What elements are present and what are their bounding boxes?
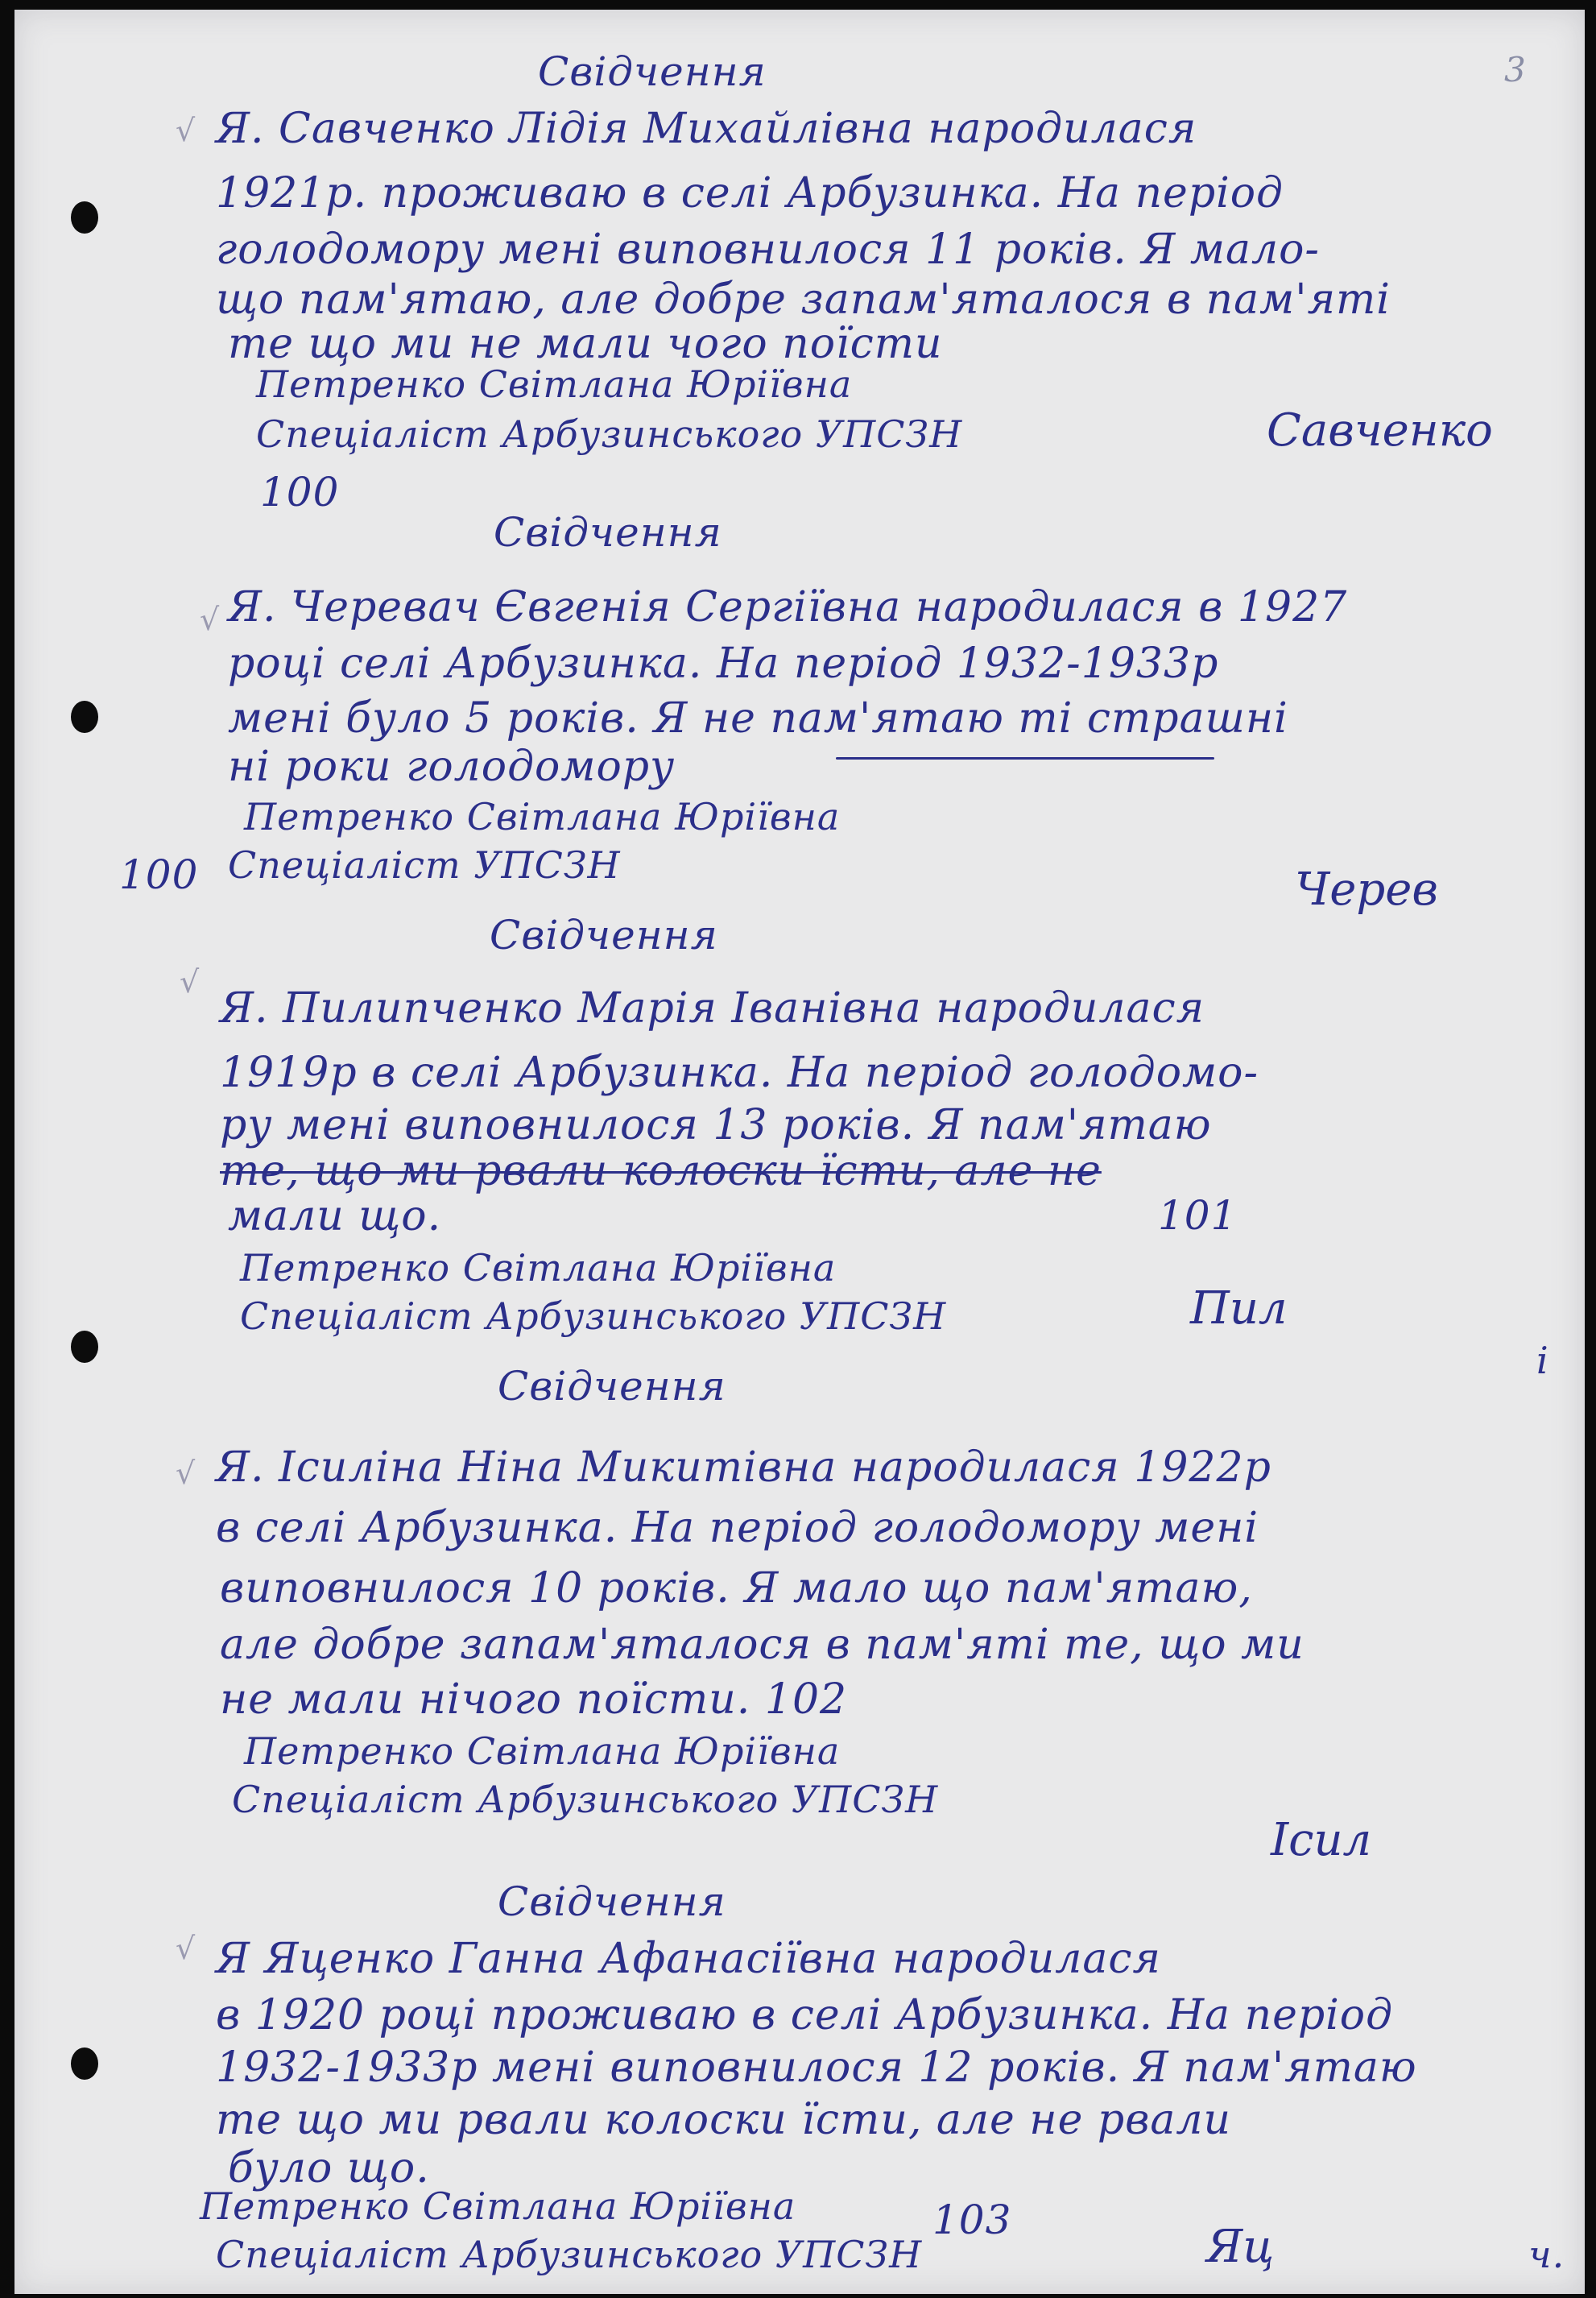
entry-4-recorder-name: Петренко Світлана Юріївна (244, 1729, 841, 1773)
entry-1-check-mark: √ (176, 113, 196, 148)
entry-1-signature: Савченко (1267, 404, 1493, 457)
entry-5-check-mark: √ (176, 1931, 196, 1966)
entry-5-line: те що ми рвали колоски їсти, але не рвали (216, 2096, 1232, 2144)
entry-3-line: ру мені виповнилося 13 років. Я пам'ятаю (220, 1101, 1212, 1149)
entry-4-line: не мали нічого поїсти. 102 (220, 1675, 848, 1724)
entry-2-line: мені було 5 років. Я не пам'ятаю ті страшні (228, 694, 1288, 743)
entry-5-recorder-name: Петренко Світлана Юріївна (200, 2184, 796, 2228)
entry-5-recorder-role: Спеціаліст Арбузинського УПСЗН (216, 2233, 923, 2276)
entry-1-line: те що ми не мали чого поїсти (228, 320, 943, 368)
entry-1-line: голодомору мені виповнилося 11 років. Я мало- (216, 226, 1320, 274)
entry-3-recorder-role: Спеціаліст Арбузинського УПСЗН (240, 1294, 947, 1338)
entry-2-check-mark: √ (200, 602, 220, 637)
punch-hole (71, 2047, 98, 2080)
entry-1-number: 100 (260, 469, 340, 515)
entry-3-line: мали що. (228, 1192, 442, 1240)
entry-4-recorder-role: Спеціаліст Арбузинського УПСЗН (232, 1778, 939, 1821)
entry-4-signature: Ісил (1271, 1814, 1372, 1866)
entry-4-check-mark: √ (176, 1455, 196, 1491)
punch-hole (71, 201, 98, 234)
entry-2-title: Свідчення (494, 509, 722, 556)
entry-2-line: році селі Арбузинка. На період 1932-1933р (228, 640, 1219, 688)
entry-2-number: 100 (119, 851, 199, 898)
entry-5-number: 103 (932, 2197, 1012, 2243)
page-number: 3 (1504, 50, 1526, 89)
entry-3-recorder-name: Петренко Світлана Юріївна (240, 1246, 837, 1290)
underline-mark (836, 757, 1214, 760)
entry-2-recorder-role: Спеціаліст УПСЗН (228, 843, 621, 887)
entry-4-line: Я. Ісиліна Ніна Микитівна народилася 1922р (216, 1443, 1271, 1492)
entry-3-line: 1919р в селі Арбузинка. На період голодомо- (220, 1049, 1259, 1097)
entry-3-line-struck: те, що ми рвали колоски їсти, але не (220, 1147, 1102, 1195)
entry-5-signature: Яц (1206, 2221, 1275, 2273)
bottom-corner-mark: ч. (1528, 2233, 1565, 2276)
entry-5-line: 1932-1933р мені виповнилося 12 років. Я пам'ятаю (216, 2043, 1417, 2092)
entry-3-check-mark: √ (180, 964, 200, 1000)
entry-3-title: Свідчення (490, 912, 718, 959)
entry-1-title: Свідчення (538, 48, 767, 95)
entry-4-line: виповнилося 10 років. Я мало що пам'ятаю, (220, 1564, 1253, 1613)
entry-5-line: в 1920 році проживаю в селі Арбузинка. На період (216, 1991, 1394, 2039)
entry-5-line: Я Яценко Ганна Афанасіївна народилася (216, 1935, 1161, 1983)
entry-4-line: в селі Арбузинка. На період голодомору мені (216, 1504, 1259, 1552)
entry-4-line: але добре запам'яталося в пам'яті те, що ми (220, 1621, 1305, 1669)
entry-5-line: було що. (228, 2144, 430, 2192)
punch-hole (71, 701, 98, 733)
entry-2-line: ні роки голодомору (228, 743, 676, 791)
entry-4-title: Свідчення (498, 1363, 726, 1410)
corner-mark: і (1536, 1339, 1549, 1382)
entry-3-line: Я. Пилипченко Марія Іванівна народилася (220, 984, 1205, 1033)
entry-1-recorder-role: Спеціаліст Арбузинського УПСЗН (256, 412, 963, 456)
entry-1-recorder-name: Петренко Світлана Юріївна (256, 362, 853, 406)
punch-hole (71, 1331, 98, 1363)
entry-2-signature: Черев (1295, 863, 1439, 916)
document-page (14, 10, 1585, 2294)
entry-5-title: Свідчення (498, 1878, 726, 1925)
entry-2-line: Я. Черевач Євгенія Сергіївна народилася в 1927 (228, 583, 1348, 631)
entry-1-line: що пам'ятаю, але добре запам'яталося в пам'яті (216, 275, 1391, 324)
entry-1-line: 1921р. проживаю в селі Арбузинка. На період (216, 169, 1284, 217)
entry-1-line: Я. Савченко Лідія Михайлівна народилася (216, 105, 1197, 153)
entry-3-number: 101 (1158, 1192, 1238, 1239)
entry-3-signature: Пил (1190, 1282, 1288, 1335)
entry-2-recorder-name: Петренко Світлана Юріївна (244, 795, 841, 838)
